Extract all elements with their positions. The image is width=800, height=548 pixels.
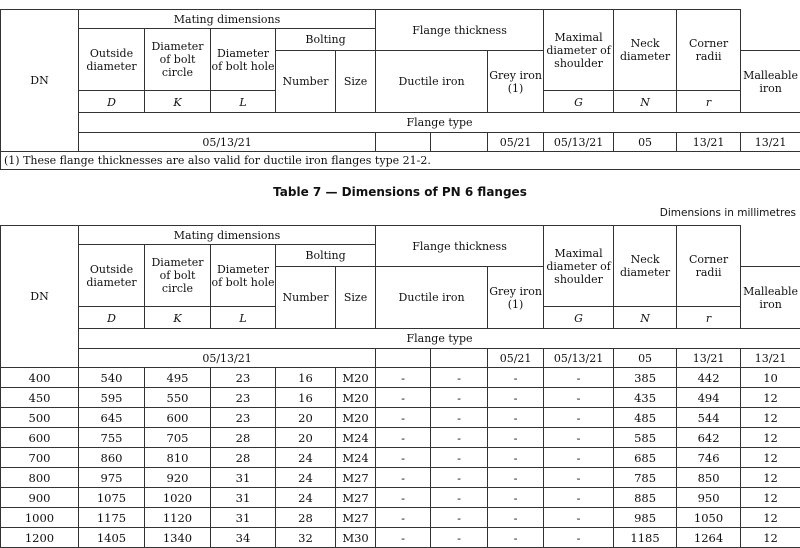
sym-d: D: [79, 307, 145, 329]
cell-mall: -: [544, 508, 614, 528]
cell-c1: -: [376, 368, 431, 388]
cell-n: 24: [276, 468, 336, 488]
cell-c1: -: [376, 408, 431, 428]
cell-d: 860: [79, 448, 145, 468]
outside-diameter-header: Outside diameter: [79, 29, 145, 91]
cell-n: 20: [276, 408, 336, 428]
cell-dn: 700: [1, 448, 79, 468]
corner-header: Corner radii: [677, 226, 741, 307]
cell-c2: -: [431, 488, 488, 508]
sym-l: L: [211, 91, 276, 113]
sym-d: D: [79, 91, 145, 113]
cell-n: 850: [677, 468, 741, 488]
cell-mall: -: [544, 368, 614, 388]
cell-n: 24: [276, 488, 336, 508]
cell-size: M20: [336, 388, 376, 408]
cell-dn: 450: [1, 388, 79, 408]
cell-c2: -: [431, 468, 488, 488]
bolting-header: Bolting: [276, 29, 376, 51]
cell-r: 12: [741, 468, 800, 488]
cell-k: 1340: [145, 528, 211, 548]
cell-n: 28: [276, 508, 336, 528]
type-mating: 05/13/21: [79, 133, 376, 152]
cell-l: 23: [211, 408, 276, 428]
table-row: [1, 468, 800, 488]
cell-grey: -: [488, 508, 544, 528]
cell-n: 32: [276, 528, 336, 548]
pn6-flanges-table: [0, 225, 800, 548]
table-row: [1, 488, 800, 508]
cell-n: 16: [276, 388, 336, 408]
cell-l: 28: [211, 428, 276, 448]
cell-d: 755: [79, 428, 145, 448]
cell-mall: -: [544, 528, 614, 548]
cell-grey: -: [488, 528, 544, 548]
cell-r: 12: [741, 488, 800, 508]
cell-mall: -: [544, 408, 614, 428]
cell-c2: -: [431, 428, 488, 448]
bolt-hole-header: Diameter of bolt hole: [211, 245, 276, 307]
cell-n: 494: [677, 388, 741, 408]
cell-l: 23: [211, 368, 276, 388]
cell-grey: -: [488, 448, 544, 468]
cell-n: 544: [677, 408, 741, 428]
cell-k: 1120: [145, 508, 211, 528]
sym-n: N: [614, 91, 677, 113]
cell-c1: -: [376, 508, 431, 528]
table-row: [1, 428, 800, 448]
flange-type-header: Flange type: [79, 329, 800, 349]
cell-dn: 1000: [1, 508, 79, 528]
cell-r: 10: [741, 368, 800, 388]
cell-size: M27: [336, 468, 376, 488]
type-corner: 13/21: [741, 133, 800, 152]
cell-grey: -: [488, 488, 544, 508]
cell-c2: -: [431, 508, 488, 528]
cell-size: M30: [336, 528, 376, 548]
cell-g: 685: [614, 448, 677, 468]
cell-c2: -: [431, 528, 488, 548]
dn-header: DN: [1, 10, 79, 152]
cell-dn: 400: [1, 368, 79, 388]
cell-g: 885: [614, 488, 677, 508]
cell-g: 585: [614, 428, 677, 448]
table-row: [1, 528, 800, 548]
cell-dn: 1200: [1, 528, 79, 548]
sym-l: L: [211, 307, 276, 329]
cell-dn: 600: [1, 428, 79, 448]
cell-g: 985: [614, 508, 677, 528]
cell-mall: -: [544, 428, 614, 448]
cell-l: 31: [211, 488, 276, 508]
flange-type-header: Flange type: [79, 113, 800, 133]
cell-k: 810: [145, 448, 211, 468]
cell-k: 550: [145, 388, 211, 408]
table-row: [1, 408, 800, 428]
bolt-circle-header: Diameter of bolt circle: [145, 245, 211, 307]
cell-grey: -: [488, 428, 544, 448]
grey-header: Grey iron (1): [488, 267, 544, 329]
cell-mall: -: [544, 388, 614, 408]
malleable-header: Malleable iron: [741, 51, 800, 113]
cell-g: 435: [614, 388, 677, 408]
cell-grey: -: [488, 408, 544, 428]
cell-c1: -: [376, 448, 431, 468]
cell-d: 595: [79, 388, 145, 408]
mating-dimensions-header: Mating dimensions: [79, 10, 376, 29]
ductile-header: Ductile iron: [376, 267, 488, 329]
cell-dn: 900: [1, 488, 79, 508]
cell-grey: -: [488, 368, 544, 388]
cell-d: 540: [79, 368, 145, 388]
cell-d: 645: [79, 408, 145, 428]
cell-size: M20: [336, 368, 376, 388]
units-note: Dimensions in millimetres: [659, 207, 796, 219]
cell-g: 785: [614, 468, 677, 488]
cell-g: 485: [614, 408, 677, 428]
cell-grey: -: [488, 468, 544, 488]
cell-mall: -: [544, 448, 614, 468]
cell-n: 950: [677, 488, 741, 508]
type-mating: 05/13/21: [79, 349, 376, 368]
cell-r: 12: [741, 428, 800, 448]
type-neck: 13/21: [677, 133, 741, 152]
table-title: Table 7 — Dimensions of PN 6 flanges: [273, 185, 527, 199]
type-grey: 05/21: [488, 133, 544, 152]
cell-mall: -: [544, 468, 614, 488]
cell-n: 24: [276, 448, 336, 468]
cell-dn: 800: [1, 468, 79, 488]
cell-l: 31: [211, 508, 276, 528]
cell-r: 12: [741, 448, 800, 468]
cell-k: 495: [145, 368, 211, 388]
sym-k: K: [145, 307, 211, 329]
corner-header: Corner radii: [677, 10, 741, 91]
sym-r: r: [677, 91, 741, 113]
type-corner: 13/21: [741, 349, 800, 368]
table-row: [1, 508, 800, 528]
cell-n: 20: [276, 428, 336, 448]
cell-d: 1075: [79, 488, 145, 508]
ductile-header: Ductile iron: [376, 51, 488, 113]
type-grey: 05/21: [488, 349, 544, 368]
size-header: Size: [336, 267, 376, 329]
table-row: [1, 368, 800, 388]
cell-r: 12: [741, 388, 800, 408]
cell-size: M20: [336, 408, 376, 428]
sym-g: G: [544, 91, 614, 113]
number-header: Number: [276, 51, 336, 113]
bolt-hole-header: Diameter of bolt hole: [211, 29, 276, 91]
cell-c1: -: [376, 468, 431, 488]
cell-n: 442: [677, 368, 741, 388]
cell-k: 705: [145, 428, 211, 448]
cell-l: 34: [211, 528, 276, 548]
cell-r: 12: [741, 508, 800, 528]
type-malleable: 05/13/21: [544, 133, 614, 152]
sym-g: G: [544, 307, 614, 329]
cell-c1: -: [376, 428, 431, 448]
cell-dn: 500: [1, 408, 79, 428]
cell-size: M24: [336, 428, 376, 448]
cell-n: 1264: [677, 528, 741, 548]
bolt-circle-header: Diameter of bolt circle: [145, 29, 211, 91]
cell-l: 28: [211, 448, 276, 468]
malleable-header: Malleable iron: [741, 267, 800, 329]
cell-l: 23: [211, 388, 276, 408]
flange-thickness-header: Flange thickness: [376, 226, 544, 267]
cell-n: 746: [677, 448, 741, 468]
footnote: (1) These flange thicknesses are also valid for ductile iron flanges type 21-2.: [1, 152, 800, 170]
cell-n: 16: [276, 368, 336, 388]
outside-diameter-header: Outside diameter: [79, 245, 145, 307]
number-header: Number: [276, 267, 336, 329]
cell-l: 31: [211, 468, 276, 488]
sym-n: N: [614, 307, 677, 329]
mating-dimensions-header: Mating dimensions: [79, 226, 376, 245]
type-malleable: 05/13/21: [544, 349, 614, 368]
grey-header: Grey iron (1): [488, 51, 544, 113]
cell-size: M27: [336, 488, 376, 508]
cell-r: 12: [741, 528, 800, 548]
cell-d: 1175: [79, 508, 145, 528]
cell-c2: -: [431, 408, 488, 428]
cell-c2: -: [431, 388, 488, 408]
cell-n: 1050: [677, 508, 741, 528]
type-shoulder: 05: [614, 133, 677, 152]
cell-c2: -: [431, 368, 488, 388]
cell-grey: -: [488, 388, 544, 408]
shoulder-header: Maximal diameter of shoulder: [544, 226, 614, 307]
type-neck: 13/21: [677, 349, 741, 368]
cell-k: 920: [145, 468, 211, 488]
type-shoulder: 05: [614, 349, 677, 368]
table-row: [1, 388, 800, 408]
cell-r: 12: [741, 408, 800, 428]
neck-header: Neck diameter: [614, 226, 677, 307]
cell-c2: -: [431, 448, 488, 468]
cell-c1: -: [376, 488, 431, 508]
cell-g: 1185: [614, 528, 677, 548]
cell-d: 975: [79, 468, 145, 488]
dn-header: DN: [1, 226, 79, 368]
neck-header: Neck diameter: [614, 10, 677, 91]
table-row: [1, 448, 800, 468]
cell-n: 642: [677, 428, 741, 448]
bolting-header: Bolting: [276, 245, 376, 267]
cell-k: 600: [145, 408, 211, 428]
shoulder-header: Maximal diameter of shoulder: [544, 10, 614, 91]
cell-size: M27: [336, 508, 376, 528]
cell-c1: -: [376, 528, 431, 548]
sym-k: K: [145, 91, 211, 113]
size-header: Size: [336, 51, 376, 113]
cell-d: 1405: [79, 528, 145, 548]
cell-k: 1020: [145, 488, 211, 508]
cell-g: 385: [614, 368, 677, 388]
sym-r: r: [677, 307, 741, 329]
cell-size: M24: [336, 448, 376, 468]
cell-c1: -: [376, 388, 431, 408]
previous-table: [0, 9, 800, 170]
cell-mall: -: [544, 488, 614, 508]
flange-thickness-header: Flange thickness: [376, 10, 544, 51]
